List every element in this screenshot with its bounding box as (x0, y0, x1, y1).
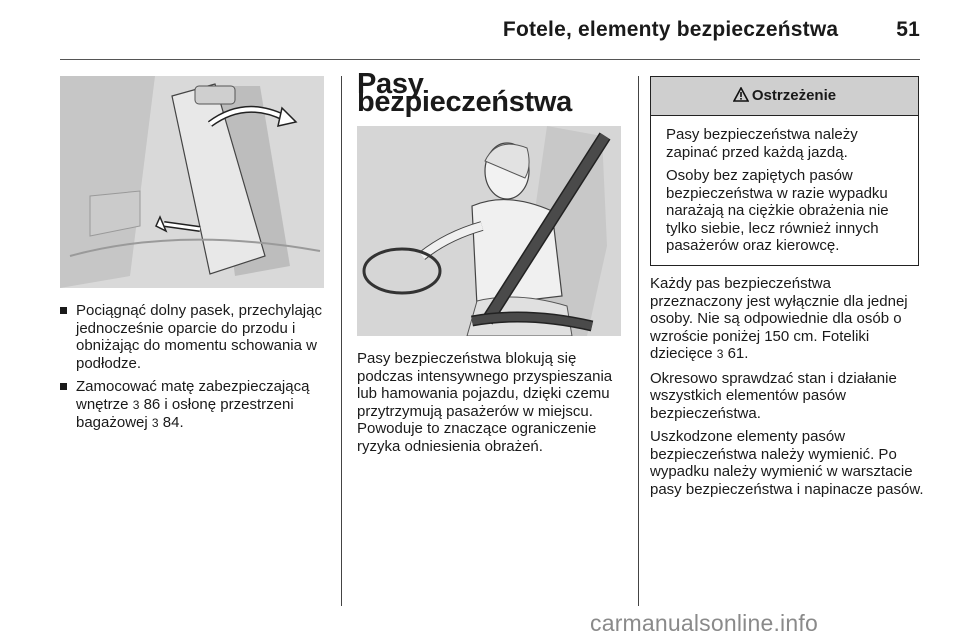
middle-column (357, 68, 625, 118)
warning-triangle-icon (733, 87, 749, 106)
warning-header (651, 77, 918, 116)
page-ref-icon: 3 (151, 416, 159, 430)
page-ref-icon: 3 (716, 347, 724, 361)
page-ref[interactable]: 84 (162, 414, 180, 431)
section-heading: Pasy bezpieczeństwa (357, 68, 572, 118)
paragraph-text: Każdy pas bezpieczeństwa przeznaczony jest wyłącznie dla jednej osoby. Nie są odpowiednie dla osób o wzroście poniżej 150 cm. Foteliki dziecięce (650, 275, 908, 362)
page-number: 51 (896, 18, 920, 41)
header-rule (60, 59, 920, 60)
left-column (60, 302, 332, 439)
column-divider (638, 76, 639, 606)
right-column (650, 275, 925, 504)
header-title: Fotele, elementy bezpieczeństwa (502, 18, 839, 41)
page-ref[interactable]: 86 (143, 395, 161, 413)
instruction-text: Pociągnąć dolny pasek, przechylając jednocześnie oparcie do przodu i obniżając do momentu schowania w podłodze. (76, 302, 322, 372)
bullet-square-icon (60, 307, 67, 314)
warning-box (650, 76, 919, 266)
watermark: carmanualsonline.info (590, 610, 818, 636)
instruction-text: Zamocować matę zabezpieczającą wnętrze (76, 378, 310, 413)
middle-paragraph (357, 350, 627, 461)
page-header (503, 18, 920, 42)
list-item (60, 302, 332, 372)
instruction-text: i osłonę przestrzeni bagażowej (76, 395, 294, 431)
column-divider (341, 76, 342, 606)
warning-text: Pasy bezpieczeństwa należy zapinać przed każdą jazdą. (666, 126, 858, 161)
page-ref-icon: 3 (132, 397, 140, 412)
seat-folding-illustration (60, 76, 324, 288)
paragraph: Uszkodzone elementy pasów bezpieczeństwa należy wymienić. Po wypadku należy wymienić w warsztacie pasy bezpieczeństwa i napinacze pasów. (650, 428, 924, 498)
instruction-text: . (179, 414, 184, 431)
warning-text: Osoby bez zapiętych pasów bezpieczeństwa w razie wypadku narażają na ciężkie obrażenia nie tylko siebie, lecz również innych pasażerów oraz kierowcę. (666, 167, 889, 254)
intro-paragraph: Pasy bezpieczeństwa blokują się podczas intensywnego przyspieszania lub hamowania pojazdu, dzięki czemu przytrzymują pasażerów w miejscu. Powoduje to znaczące ograniczenie ryzyka odniesienia obrażeń. (357, 350, 613, 455)
paragraph (650, 275, 925, 364)
list-item (60, 378, 332, 433)
paragraph-text: . (744, 345, 749, 362)
bullet-square-icon (60, 383, 67, 390)
warning-title: Ostrzeżenie (751, 87, 837, 104)
warning-body (651, 116, 918, 265)
paragraph: Okresowo sprawdzać stan i działanie wszystkich elementów pasów bezpieczeństwa. (650, 369, 897, 422)
seatbelt-illustration (357, 126, 621, 336)
page-ref[interactable]: 61 (727, 345, 745, 362)
instruction-list (60, 302, 332, 433)
